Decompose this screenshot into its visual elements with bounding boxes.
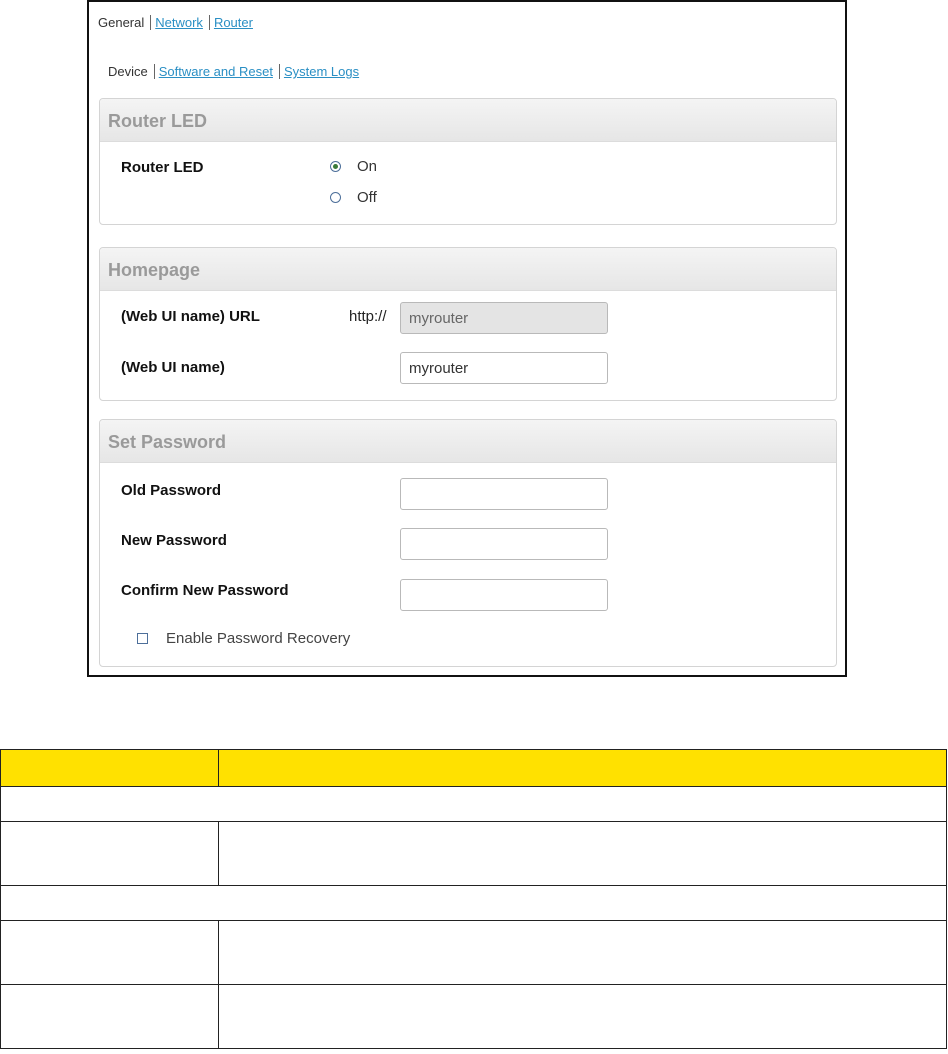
set-password-panel <box>99 419 837 667</box>
tab-software-and-reset[interactable]: Software and Reset <box>158 64 273 79</box>
led-off-label: Off <box>357 189 377 206</box>
table-section-cell <box>1 787 947 822</box>
tab-network[interactable]: Network <box>155 15 203 30</box>
tab-system-logs[interactable]: System Logs <box>283 64 360 79</box>
table-row <box>1 985 947 1049</box>
web-ui-name-label: (Web UI name) <box>121 359 225 376</box>
router-led-label: Router LED <box>121 159 204 176</box>
tab-divider <box>154 64 155 79</box>
old-password-label: Old Password <box>121 482 222 499</box>
table-row <box>1 921 947 985</box>
set-password-panel-title: Set Password <box>100 420 836 463</box>
radio-selected-icon[interactable] <box>330 161 341 172</box>
confirm-password-input[interactable] <box>400 579 608 611</box>
table-section-cell <box>1 886 947 921</box>
top-tab-bar <box>98 15 253 30</box>
web-ui-url-field <box>400 302 608 334</box>
table-header-row <box>1 750 947 787</box>
table-cell <box>1 985 219 1049</box>
table-cell <box>219 822 947 886</box>
tab-device[interactable]: Device <box>108 64 148 79</box>
table-cell <box>219 985 947 1049</box>
password-recovery-label: Enable Password Recovery <box>166 630 351 647</box>
table-section-row <box>1 886 947 921</box>
table-cell <box>1 822 219 886</box>
web-ui-url-label: (Web UI name) URL <box>121 308 260 325</box>
tab-divider <box>279 64 280 79</box>
homepage-panel <box>99 247 837 401</box>
new-password-label: New Password <box>121 532 227 549</box>
router-led-panel-title: Router LED <box>100 99 836 142</box>
tab-general[interactable]: General <box>98 15 145 30</box>
table-section-row <box>1 787 947 822</box>
led-on-option[interactable] <box>330 158 377 175</box>
table-cell <box>1 921 219 985</box>
radio-unselected-icon[interactable] <box>330 192 341 203</box>
tab-divider <box>209 15 210 30</box>
old-password-input[interactable] <box>400 478 608 510</box>
new-password-input[interactable] <box>400 528 608 560</box>
table-cell <box>219 921 947 985</box>
url-prefix: http:// <box>349 308 387 325</box>
led-off-option[interactable] <box>330 189 377 206</box>
led-on-label: On <box>357 158 378 175</box>
settings-description-table <box>0 749 947 1049</box>
table-header-cell <box>219 750 947 787</box>
web-ui-name-input[interactable] <box>400 352 608 384</box>
tab-divider <box>150 15 151 30</box>
table-row <box>1 822 947 886</box>
homepage-panel-title: Homepage <box>100 248 836 291</box>
router-settings-screenshot <box>87 0 847 677</box>
checkbox-icon[interactable] <box>137 633 148 644</box>
tab-router[interactable]: Router <box>213 15 253 30</box>
table-header-cell <box>1 750 219 787</box>
sub-tab-bar <box>108 64 359 79</box>
confirm-password-label: Confirm New Password <box>121 582 289 599</box>
router-led-panel <box>99 98 837 225</box>
password-recovery-option[interactable] <box>137 630 350 647</box>
